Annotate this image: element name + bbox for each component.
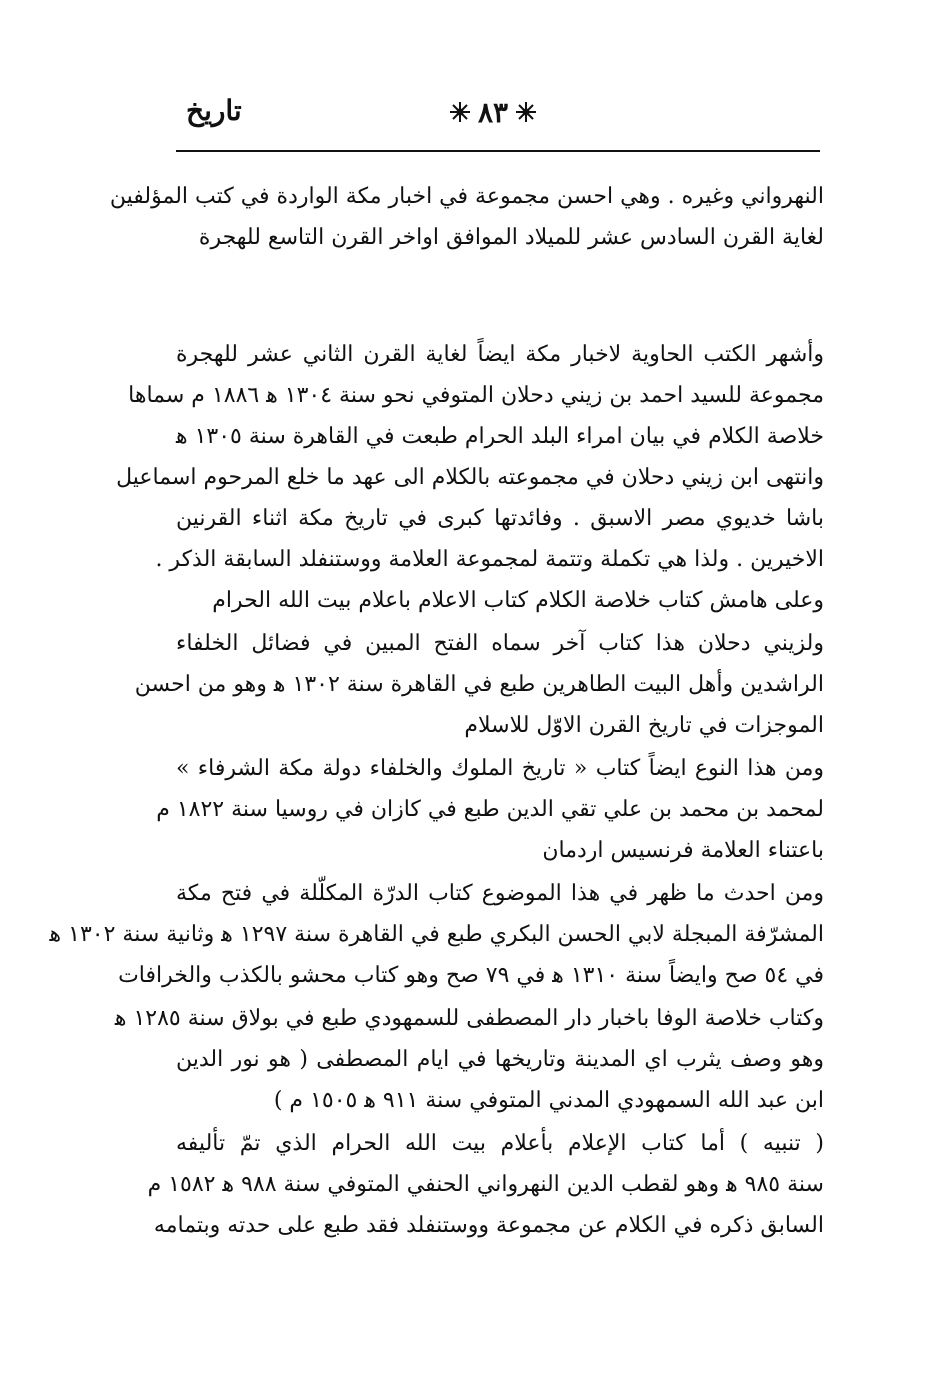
paragraph [134,623,824,746]
text-line: سنة ٩٨٥ ﻫ وهو لقطب الدين النهرواني الحنفي المتوفي سنة ٩٨٨ ﻫ ١٥٨٢ م [147,1172,824,1197]
paragraph [116,334,824,621]
text-line: ومن هذا النوع ايضاً كتاب « تاريخ الملوك والخلفاء دولة مكة الشرفاء » [176,756,824,781]
text-line: ومن احدث ما ظهر في هذا الموضوع كتاب الدرّة المكلّلة في فتح مكة [176,881,824,906]
flower-ornament-icon [448,100,472,124]
text-line: باشا خديوي مصر الاسبق . وفائدتها كبرى في تاريخ مكة اثناء القرنين [176,506,824,531]
paragraph [147,1123,824,1246]
text-line: مجموعة للسيد احمد بن زيني دحلان المتوفي نحو سنة ١٣٠٤ ﻫ ١٨٨٦ م سماها [128,383,824,408]
text-line: ولزيني دحلان هذا كتاب آخر سماه الفتح المبين في فضائل الخلفاء [176,631,824,656]
paragraph [109,176,824,258]
text-line: لغاية القرن السادس عشر للميلاد الموافق اواخر القرن التاسع للهجرة [198,225,824,250]
text-line: باعتناء العلامة فرنسيس اردمان [542,838,824,863]
header-rule [176,150,820,152]
paragraph [49,873,824,996]
text-line: خلاصة الكلام في بيان امراء البلد الحرام طبعت في القاهرة سنة ١٣٠٥ ﻫ [176,424,824,449]
text-line: وكتاب خلاصة الوفا باخبار دار المصطفى للسمهودي طبع في بولاق سنة ١٢٨٥ ﻫ [114,1006,824,1031]
text-line: الراشدين وأهل البيت الطاهرين طبع في القاهرة سنة ١٣٠٢ ﻫ وهو من احسن [134,672,824,697]
running-title: تاريخ [186,94,242,127]
page-number-group [438,92,548,132]
paragraph [114,998,824,1121]
text-line: المشرّفة المبجلة لابي الحسن البكري طبع في القاهرة سنة ١٢٩٧ ﻫ وثانية سنة ١٣٠٢ ﻫ [49,922,824,947]
text-line: وأشهر الكتب الحاوية لاخبار مكة ايضاً لغاية القرن الثاني عشر للهجرة [176,342,824,367]
text-line: النهرواني وغيره . وهي احسن مجموعة في اخبار مكة الواردة في كتب المؤلفين [109,184,824,209]
text-line: في ٥٤ صح وايضاً سنة ١٣١٠ ﻫ في ٧٩ صح وهو كتاب محشو بالكذب والخرافات [118,963,824,988]
flower-ornament-icon [514,100,538,124]
text-line: وهو وصف يثرب اي المدينة وتاريخها في ايام المصطفى ( هو نور الدين [176,1047,824,1072]
text-line: وانتهى ابن زيني دحلان في مجموعته بالكلام الى عهد ما خلع المرحوم اسماعيل [116,465,824,490]
text-line: وعلى هامش كتاب خلاصة الكلام كتاب الاعلام باعلام بيت الله الحرام [212,588,824,613]
text-line: السابق ذكره في الكلام عن مجموعة ووستنفلد فقد طبع على حدته وبتمامه [153,1213,824,1238]
text-line: الموجزات في تاريخ القرن الاوّل للاسلام [464,713,824,738]
paragraph [156,748,824,871]
text-line: ( تنبيه ) أما كتاب الإعلام بأعلام بيت الله الحرام الذي تمّ تأليفه [176,1131,824,1156]
text-line: الاخيرين . ولذا هي تكملة وتتمة لمجموعة العلامة ووستنفلد السابقة الذكر . [155,547,824,572]
text-line: ابن عبد الله السمهودي المدني المتوفي سنة ٩١١ ﻫ ١٥٠٥ م ) [273,1088,824,1113]
body-text [49,176,824,1246]
page-number: ٨٣ [477,95,509,129]
text-line: لمحمد بن محمد بن علي تقي الدين طبع في كازان في روسيا سنة ١٨٢٢ م [156,797,824,822]
page-header [176,88,820,144]
